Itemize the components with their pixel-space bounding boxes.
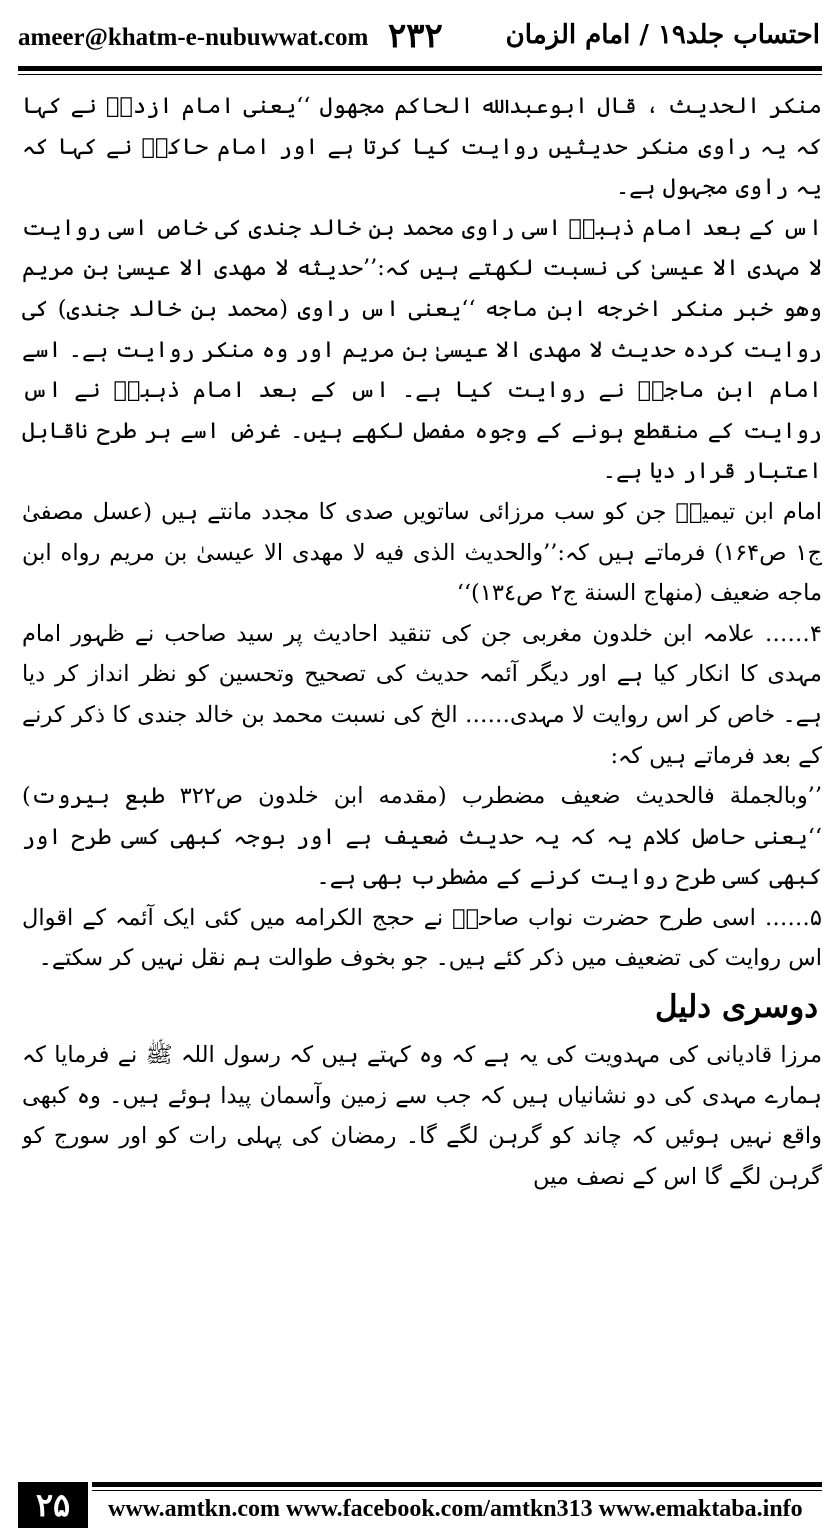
footer-page-number: ۲۵ — [18, 1482, 88, 1528]
header-page-number: ۲۳۲ — [388, 16, 443, 56]
paragraph-6: ۵…… اسی طرح حضرت نواب صاحبؒ نے حجج الکرامه میں کئی ایک آئمہ کے اقوال اس روایت کی تضعیف میں ذکر کئے ہیں۔ جو بخوف طوالت ہم نقل نہیں کر سکتے۔ — [22, 904, 822, 972]
paragraph-4: ۴…… علامہ ابن خلدون مغربی جن کی تنقید احادیث پر سید صاحب نے ظہور امام مہدی کا انکار کیا ہے اور دیگر آئمہ حدیث کی تصحیح وتحسین کو نظر انداز کر دیا ہے۔ خاص کر اس روایت لا مہدی…… الخ کی نسبت محمد بن خالد جندی کا ذکر کرنے کے بعد فرماتے ہیں کہ: — [22, 620, 822, 769]
section-heading: دوسری دلیل — [655, 989, 818, 1026]
paragraph-3: امام ابن تیمیہؒ جن کو سب مرزائی ساتویں صدی کا مجدد مانتے ہیں (عسل مصفیٰ ج۱ ص۱۶۴) فرماتے ہیں کہ:’’والحدیث الذی فیه لا مهدی الا عیسیٰ بن مریم رواه ابن ماجه ضعیف (منهاج السنة ج۲ ص۱۳٤)‘‘ — [22, 498, 822, 607]
header-rule — [18, 66, 822, 71]
paragraph-2: اس کے بعد امام ذہبیؒ اسی راوی محمد بن خالد جندی کی خاص اسی روایت لا مہدی الا عیسیٰ کی نسبت لکھتے ہیں کہ:’’حدیثه لا مهدی الا عیسیٰ بن مریم وهو خبر منکر اخرجه ابن ماجه ‘‘یعنی اس راوی (محمد بن خالد جندی) کی روایت کردہ حدیث لا مهدی الا عیسیٰ بن مریم اور وہ منکر روایت ہے۔ اسے امام ابن ماجہؒ نے روایت کیا ہے۔ اس کے بعد امام ذہبیؒ نے اس روایت کے منقطع ہونے کے وجوہ مفصل لکھے ہیں۔ غرض اسے ہر طرح ناقابل اعتبار قرار دیا ہے۔ — [22, 214, 822, 485]
paragraph-1: منکر الحدیث ، قال ابوعبدالله الحاکم مجهول ‘‘یعنی امام ازدیؒ نے کہا کہ یہ راوی منکر حدیثیں روایت کیا کرتا ہے اور امام حاکمؒ نے کہا کہ یہ راوی مجہول ہے۔ — [22, 93, 822, 201]
page-footer — [18, 1482, 822, 1532]
page-body — [22, 86, 822, 1476]
paragraph-7: مرزا قادیانی کی مہدویت کی یہ ہے کہ وہ کہتے ہیں کہ رسول اللہ ﷺ نے فرمایا کہ ہمارے مہدی کی دو نشانیاں ہیں کہ جب سے زمین وآسمان پیدا ہوئے ہیں۔ وہ کبھی واقع نہیں ہوئیں کہ چاند کو گرہن لگے گا۔ رمضان کی پہلی رات کو اور سورج کو گرہن لگے گا اس کے نصف میں — [22, 1042, 822, 1190]
footer-rule — [92, 1482, 822, 1487]
header-email: ameer@khatm-e-nubuwwat.com — [18, 24, 369, 51]
footer-links: www.amtkn.com www.facebook.com/amtkn313 www.emaktaba.info — [108, 1496, 803, 1522]
paragraph-5: ’’وبالجملة فالحدیث ضعیف مضطرب (مقدمه ابن خلدون ص۳۲۲ طبع بیروت) ‘‘یعنی حاصل کلام یہ کہ یہ حدیث ضعیف ہے اور بوجہ کبھی کسی طرح اور کبھی کسی طرح روایت کرنے کے مضطرب بھی ہے۔ — [22, 783, 822, 891]
footer-rule-thin — [92, 1490, 822, 1491]
header-rule-thin — [18, 74, 822, 75]
header-book-title: احتساب جلد۱۹ / امام الزمان — [505, 20, 820, 50]
